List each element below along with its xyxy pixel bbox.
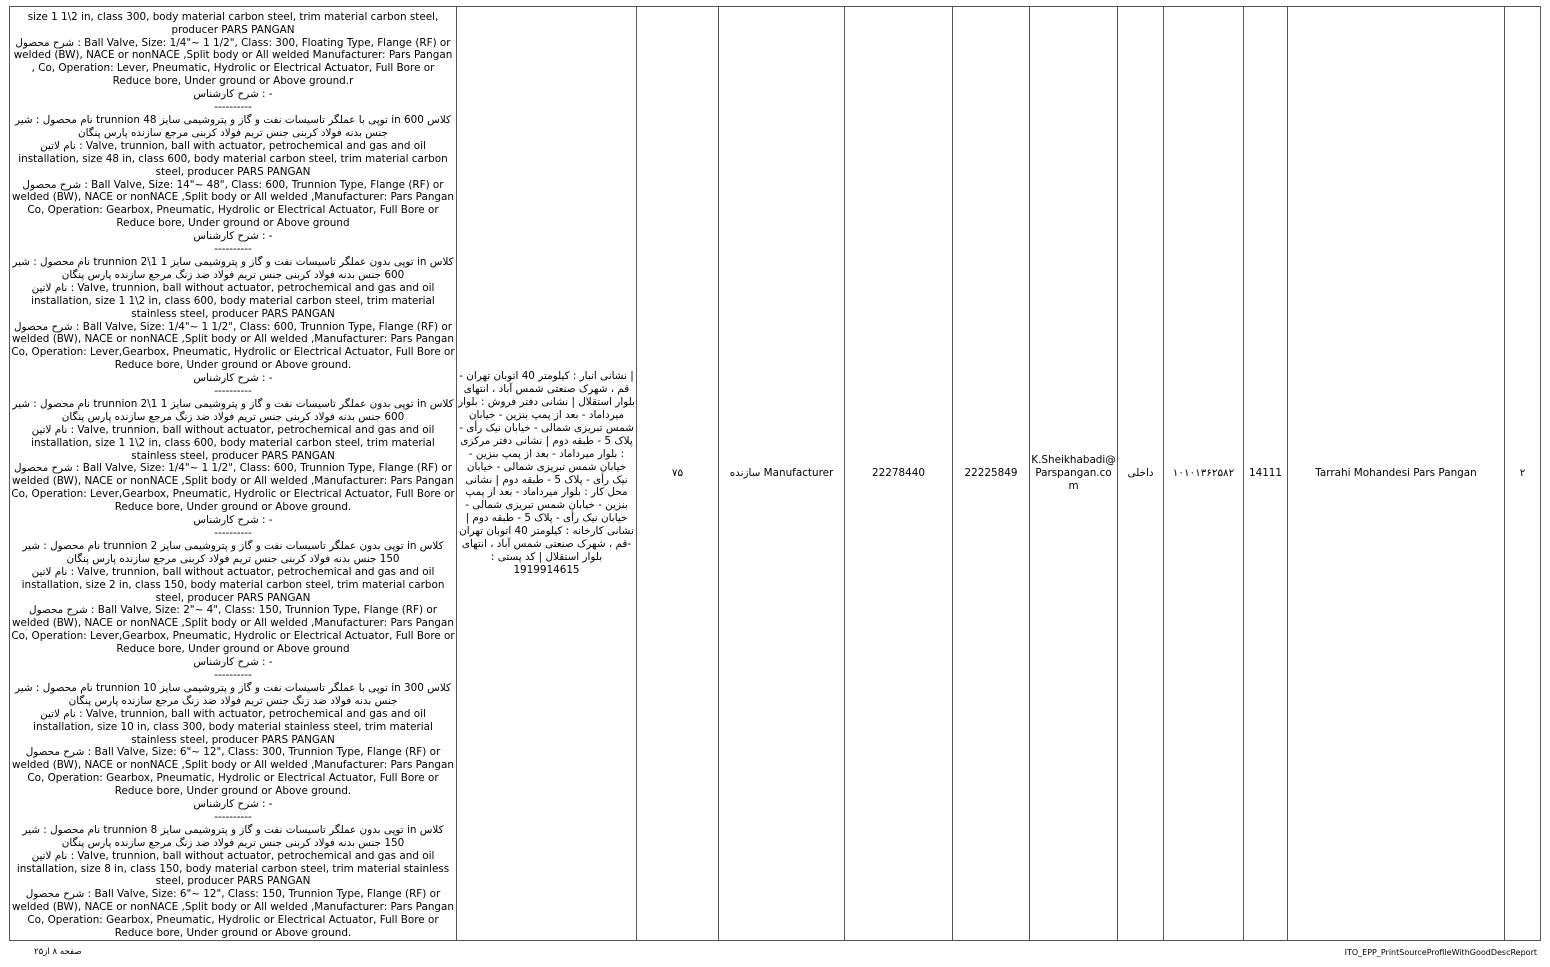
description-line: شرح محصول : Ball Valve, Size: 2"~ 4", Class: 150, Trunnion Type, Flange (RF) or welded (BW), NACE or nonNACE ,Split body or All welded ,Manufacturer: Pars Pangan Co, Operation: Lever,Gearbox, Pneumatic, Hydrolic or Electrical Actuator, Full Bore or Reduce bore, Under ground or Above ground bbox=[11, 604, 455, 656]
page-number: صفحه ۸ از۲۵ bbox=[34, 947, 82, 957]
description-line: size 1 1\2 in, class 300, body material carbon steel, trim material carbon steel, producer PARS PANGAN bbox=[27, 10, 439, 36]
address-cell: | نشانی انبار : کیلومتر 40 اتوبان تهران - قم ، شهرک صنعتی شمس آباد ، انتهای بلوار استقلال | نشانی دفتر فروش : بلوار میرداماد - بعد از پمپ بنزین - خیابان شمس تبریزی شمالی - خیابان نیک رأی - پلاک 5 - طبقه دوم | نشانی دفتر مرکزی : بلوار میرداماد - بعد از پمپ بنزین - خیابان شمس تبریزی شمالی - خیابان نیک رأی - پلاک 5 - طبقه دوم | نشانی محل کار : بلوار میرداماد - بعد از پمپ بنزین - خیابان شمس تبریزی شمالی - خیابان نیک رأی - پلاک 5 - طبقه دوم | نشانی کارخانه : کیلومتر 40 اتوبان تهران -قم ، شهرک صنعتی شمس آباد ، انتهای بلوار استقلال | کد پستی : 1919914615 bbox=[457, 7, 637, 941]
description-line: شرح کارشناس : - bbox=[193, 514, 273, 527]
report-name: ITO_EPP_PrintSourceProfileWithGoodDescReport bbox=[1344, 948, 1537, 957]
company-name-cell: Tarrahi Mohandesi Pars Pangan bbox=[1288, 7, 1505, 941]
description-line: شرح محصول : Ball Valve, Size: 1/4"~ 1 1/2", Class: 600, Trunnion Type, Flange (RF) or welded (BW), NACE or nonNACE ,Split body or All welded ,Manufacturer: Pars Pangan Co, Operation: Lever,Gearbox, Pneumatic, Hydrolic or Electrical Actuator, Full Bore or Reduce bore, Under ground or Above ground. bbox=[11, 462, 455, 514]
description-line: شرح کارشناس : - bbox=[193, 88, 273, 101]
description-line: نام محصول : شیر trunnion توپی بدون عملگر تاسیسات نفت و گاز و پتروشیمی سایز 8 in کلاس 150 جنس بدنه فولاد کربنی جنس تریم فولاد ضد زنگ مرجع سازنده پارس پنگان bbox=[22, 823, 444, 849]
row-number-cell: ۲ bbox=[1505, 7, 1541, 941]
description-line: شرح محصول : Ball Valve, Size: 6"~ 12", Class: 150, Trunnion Type, Flange (RF) or welded (BW), NACE or nonNACE ,Split body or All welded ,Manufacturer: Pars Pangan Co, Operation: Gearbox, Pneumatic, Hydrolic or Electrical Actuator, Full Bore or Reduce bore, Under ground or Above ground. bbox=[12, 888, 454, 940]
description-line: نام لاتین : Valve, trunnion, ball without actuator, petrochemical and gas and oil installation, size 1 1\2 in, class 600, body material carbon steel, trim material stainless steel, producer PARS PANGAN bbox=[31, 423, 435, 462]
description-line: نام محصول : شیر trunnion توپی با عملگر تاسیسات نفت و گاز و پتروشیمی سایز 10 in کلاس 300 جنس بدنه فولاد ضد زنگ جنس تریم فولاد ضد زنگ مرجع سازنده پارس پنگان bbox=[15, 681, 451, 707]
origin-cell: داخلی bbox=[1118, 7, 1164, 941]
description-line: شرح محصول : Ball Valve, Size: 1/4"~ 1 1/2", Class: 600, Trunnion Type, Flange (RF) or welded (BW), NACE or nonNACE ,Split body or All welded ,Manufacturer: Pars Pangan Co, Operation: Lever,Gearbox, Pneumatic, Hydrolic or Electrical Actuator, Full Bore or Reduce bore, Under ground or Above ground. bbox=[11, 320, 455, 372]
description-separator: ---------- bbox=[214, 243, 252, 256]
description-line: نام لاتین : Valve, trunnion, ball with actuator, petrochemical and gas and oil installation, size 48 in, class 600, body material carbon steel, trim material carbon steel, producer PARS PANGAN bbox=[18, 139, 448, 178]
description-line: شرح کارشناس : - bbox=[193, 656, 273, 669]
description-line: نام محصول : شیر trunnion توپی با عملگر تاسیسات نفت و گاز و پتروشیمی سایز 48 in کلاس 600 جنس بدنه فولاد کربنی جنس تریم فولاد کربنی مرجع سازنده پارس پنگان bbox=[15, 114, 451, 139]
description-line: شرح کارشناس : - bbox=[193, 230, 273, 243]
fax-cell: 22278440 bbox=[845, 7, 953, 941]
description-line: نام لاتین : Valve, trunnion, ball with actuator, petrochemical and gas and oil installation, size 10 in, class 300, body material stainless steel, trim material stainless steel, producer PARS PANGAN bbox=[33, 707, 433, 746]
description-separator: ---------- bbox=[214, 385, 252, 398]
description-line: نام لاتین : Valve, trunnion, ball without actuator, petrochemical and gas and oil installation, size 2 in, class 150, body material carbon steel, trim material carbon steel, producer PARS PANGAN bbox=[21, 565, 445, 604]
description-line: شرح محصول : Ball Valve, Size: 14"~ 48", Class: 600, Trunnion Type, Flange (RF) or welded (BW), NACE or nonNACE ,Split body or All welded ,Manufacturer: Pars Pangan Co, Operation: Gearbox, Pneumatic, Hydrolic or Electrical Actuator, Full Bore or Reduce bore, Under ground or Above ground bbox=[12, 178, 454, 230]
count-cell: ۷۵ bbox=[637, 7, 719, 941]
description-line: شرح محصول : Ball Valve, Size: 1/4"~ 1 1/2", Class: 300, Floating Type, Flange (RF) or welded (BW), NACE or nonNACE ,Split body or All welded Manufacturer: Pars Pangan , Co, Operation: Lever, Pneumatic, Hydrolic or Electrical Actuator, Full Bore or Reduce bore, Under ground or Above ground.r bbox=[13, 36, 453, 88]
goods-description-list bbox=[11, 7, 455, 940]
description-line: نام محصول : شیر trunnion توپی بدون عملگر تاسیسات نفت و گاز و پتروشیمی سایز 2 in کلاس 150 جنس بدنه فولاد کربنی جنس تریم فولاد کربنی مرجع سازنده پارس پنگان bbox=[22, 539, 444, 565]
phone-cell: 22225849 bbox=[953, 7, 1030, 941]
description-line: نام لاتین : Valve, trunnion, ball without actuator, petrochemical and gas and oil installation, size 1 1\2 in, class 600, body material carbon steel, trim material stainless steel, producer PARS PANGAN bbox=[31, 281, 435, 320]
description-line: نام محصول : شیر trunnion توپی بدون عملگر تاسیسات نفت و گاز و پتروشیمی سایز 1 1\2 in کلاس 600 جنس بدنه فولاد کربنی جنس تریم فولاد ضد زنگ مرجع سازنده پارس پنگان bbox=[12, 397, 454, 423]
description-separator: ---------- bbox=[214, 810, 252, 823]
description-separator: ---------- bbox=[214, 527, 252, 539]
type-cell: سازنده Manufacturer bbox=[719, 7, 845, 941]
description-line: شرح کارشناس : - bbox=[193, 372, 273, 385]
description-line: نام محصول : شیر trunnion توپی بدون عملگر تاسیسات نفت و گاز و پتروشیمی سایز 1 1\2 in کلاس 600 جنس بدنه فولاد کربنی جنس تریم فولاد ضد زنگ مرجع سازنده پارس پنگان bbox=[12, 255, 454, 281]
table-row bbox=[10, 7, 1541, 941]
report-table bbox=[9, 6, 1541, 941]
description-line: شرح کارشناس : - bbox=[193, 798, 273, 811]
code-cell: 14111 bbox=[1244, 7, 1288, 941]
goods-description-cell bbox=[10, 7, 457, 941]
national-id-cell: ۱۰۱۰۱۳۶۲۵۸۲ bbox=[1164, 7, 1244, 941]
description-separator: ---------- bbox=[214, 668, 252, 681]
description-line: نام لاتین : Valve, trunnion, ball without actuator, petrochemical and gas and oil installation, size 8 in, class 150, body material carbon steel, trim material stainless steel, producer PARS PANGAN bbox=[16, 849, 450, 888]
description-separator: ---------- bbox=[214, 101, 252, 114]
email-cell: K.Sheikhabadi@Parspangan.com bbox=[1030, 7, 1118, 941]
description-line: شرح محصول : Ball Valve, Size: 6"~ 12", Class: 300, Trunnion Type, Flange (RF) or welded (BW), NACE or nonNACE ,Split body or All welded ,Manufacturer: Pars Pangan Co, Operation: Gearbox, Pneumatic, Hydrolic or Electrical Actuator, Full Bore or Reduce bore, Under ground or Above ground. bbox=[12, 746, 454, 798]
